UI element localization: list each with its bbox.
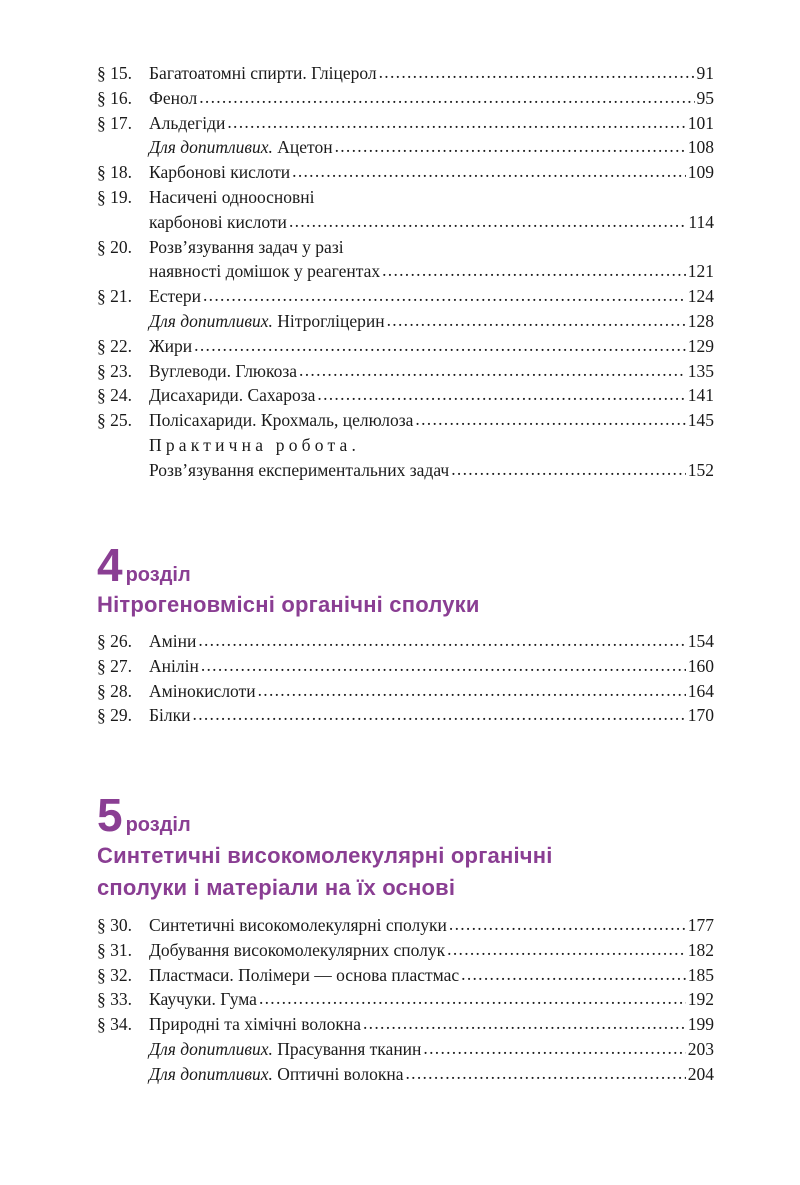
dot-leader [382, 258, 686, 283]
section-word: розділ [125, 814, 191, 836]
extra-label: Для допитливих. [149, 1038, 273, 1059]
dot-leader [405, 1061, 685, 1086]
toc-entry-extra[interactable] [97, 1037, 714, 1062]
entry-title: Розв’язування експериментальних задач [149, 459, 450, 480]
toc-entry[interactable] [97, 86, 714, 111]
extra-label: Для допитливих. [149, 1063, 273, 1084]
entry-title: Пластмаси. Полімери — основа пластмас [149, 964, 460, 985]
entry-title: Естери [149, 286, 201, 307]
entry-number: § 32. [97, 964, 132, 985]
entry-number: § 20. [97, 236, 132, 257]
entry-page: 135 [687, 360, 714, 381]
dot-leader [199, 85, 694, 110]
dot-leader [292, 159, 686, 184]
toc-entry[interactable] [97, 284, 714, 309]
entry-title: Прасування тканин [272, 1038, 422, 1059]
dot-leader [423, 1036, 685, 1061]
dot-leader [317, 382, 685, 407]
toc-entry[interactable] [97, 61, 714, 86]
entry-number: § 34. [97, 1014, 132, 1035]
entry-page: 129 [687, 335, 714, 356]
practical-label-row [97, 433, 714, 458]
toc-entry[interactable] [97, 1012, 714, 1037]
entry-title: Насичені одноосновні [149, 186, 315, 207]
entry-page: 101 [687, 112, 714, 133]
toc-entry[interactable] [97, 111, 714, 136]
entry-title: Амінокислоти [149, 680, 256, 701]
section-5-heading [97, 788, 191, 842]
section-number: 4 [97, 539, 122, 591]
dot-leader [203, 283, 686, 308]
entry-page: 160 [687, 655, 714, 676]
dot-leader [335, 134, 686, 159]
dot-leader [299, 358, 686, 383]
entry-number: § 29. [97, 705, 132, 726]
entry-title: Альдегіди [149, 112, 226, 133]
dot-leader [415, 407, 685, 432]
dot-leader [289, 209, 686, 234]
entry-number: § 22. [97, 335, 132, 356]
entry-number: § 21. [97, 286, 132, 307]
toc-entry-extra[interactable] [97, 135, 714, 160]
dot-leader [194, 333, 686, 358]
dot-leader [259, 986, 686, 1011]
toc-entry[interactable] [97, 408, 714, 433]
entry-page: 177 [687, 915, 714, 935]
dot-leader [449, 912, 686, 937]
entry-title: Полісахариди. Крохмаль, целюлоза [149, 410, 414, 431]
toc-entry-extra[interactable] [97, 1062, 714, 1087]
dot-leader [193, 702, 686, 727]
section-title-line: сполуки і матеріали на їх основі [97, 875, 456, 900]
dot-leader [447, 937, 686, 962]
entry-title: Розв’язування задач у разі [149, 236, 344, 257]
entry-page: 124 [687, 286, 714, 307]
toc-entry[interactable] [97, 987, 714, 1012]
toc-entry[interactable] [97, 654, 714, 679]
entry-number: § 30. [97, 915, 132, 935]
entry-number: § 24. [97, 385, 132, 406]
entry-page: 204 [687, 1063, 714, 1084]
entry-page: 152 [687, 459, 714, 480]
section-word: розділ [125, 564, 191, 586]
entry-title: Багатоатомні спирти. Гліцерол [149, 63, 377, 83]
entry-title: Анілін [149, 655, 199, 676]
toc-block-chapter3 [97, 61, 714, 483]
entry-page: 141 [687, 385, 714, 406]
entry-page: 121 [687, 261, 714, 282]
entry-number: § 28. [97, 680, 132, 701]
dot-leader [258, 678, 686, 703]
entry-title: Фенол [149, 87, 198, 108]
entry-number: § 16. [97, 87, 132, 108]
entry-number: § 25. [97, 410, 132, 431]
toc-block-chapter4 [97, 629, 714, 728]
entry-title: Природні та хімічні волокна [149, 1014, 361, 1035]
entry-number: § 18. [97, 162, 132, 183]
entry-page: 170 [687, 705, 714, 726]
entry-page: 91 [696, 63, 714, 83]
dot-leader [201, 653, 686, 678]
entry-number: § 15. [97, 63, 132, 83]
toc-entry[interactable] [97, 185, 714, 210]
entry-title: Карбонові кислоти [149, 162, 291, 183]
entry-number: § 31. [97, 939, 132, 960]
dot-leader [387, 308, 686, 333]
entry-page: 145 [687, 410, 714, 431]
toc-entry-extra[interactable] [97, 309, 714, 334]
toc-entry[interactable] [97, 359, 714, 384]
entry-title: Добування високомолекулярних сполук [149, 939, 446, 960]
section-4-title: Нітрогеновмісні органічні сполуки [97, 592, 480, 617]
entry-title: Ацетон [272, 137, 333, 158]
entry-title: Білки [149, 705, 191, 726]
entry-title: Оптичні волокна [272, 1063, 404, 1084]
entry-page: 108 [687, 137, 714, 158]
entry-number: § 17. [97, 112, 132, 133]
entry-title: Синтетичні високомолекулярні сполуки [149, 915, 447, 935]
entry-number: § 27. [97, 655, 132, 676]
extra-label: Для допитливих. [149, 310, 273, 331]
toc-entry[interactable] [97, 703, 714, 728]
entry-number: § 19. [97, 186, 132, 207]
entry-title: Каучуки. Гума [149, 989, 257, 1010]
entry-title: Нітрогліцерин [272, 310, 385, 331]
section-title-line: Синтетичні високомолекулярні органічні [97, 843, 553, 868]
toc-entry[interactable] [97, 235, 714, 260]
entry-title: Вуглеводи. Глюкоза [149, 360, 298, 381]
entry-page: 203 [687, 1038, 714, 1059]
dot-leader [363, 1011, 686, 1036]
entry-title-continued: наявності домішок у реагентах [149, 261, 381, 282]
entry-page: 199 [687, 1014, 714, 1035]
section-number: 5 [97, 789, 122, 841]
toc-entry-continued[interactable] [97, 259, 714, 284]
toc-entry[interactable] [97, 160, 714, 185]
dot-leader [461, 962, 686, 987]
section-5-title [97, 840, 737, 904]
entry-title: Аміни [149, 631, 197, 651]
entry-page: 128 [687, 310, 714, 331]
toc-entry[interactable] [97, 938, 714, 963]
toc-entry-continued[interactable] [97, 210, 714, 235]
extra-label: Для допитливих. [149, 137, 273, 158]
dot-leader [451, 457, 686, 482]
dot-leader [198, 628, 685, 653]
entry-page: 192 [687, 989, 714, 1010]
section-4-heading [97, 538, 191, 592]
entry-number: § 26. [97, 631, 132, 651]
toc-entry[interactable] [97, 913, 714, 938]
toc-entry[interactable] [97, 629, 714, 654]
toc-entry[interactable] [97, 963, 714, 988]
toc-entry[interactable] [97, 334, 714, 359]
entry-title-continued: карбонові кислоти [149, 211, 287, 232]
entry-page: 95 [696, 87, 714, 108]
toc-entry[interactable] [97, 679, 714, 704]
entry-page: 185 [687, 964, 714, 985]
toc-entry-practical[interactable] [97, 458, 714, 483]
entry-page: 114 [688, 211, 714, 232]
entry-title: Жири [149, 335, 193, 356]
entry-title: Дисахариди. Сахароза [149, 385, 316, 406]
practical-label: Практична робота. [149, 434, 361, 455]
toc-entry[interactable] [97, 383, 714, 408]
dot-leader [379, 60, 695, 85]
entry-page: 182 [687, 939, 714, 960]
toc-block-chapter5 [97, 913, 714, 1087]
entry-page: 109 [687, 162, 714, 183]
entry-page: 154 [687, 631, 714, 651]
dot-leader [227, 110, 685, 135]
entry-number: § 23. [97, 360, 132, 381]
entry-page: 164 [687, 680, 714, 701]
entry-number: § 33. [97, 989, 132, 1010]
